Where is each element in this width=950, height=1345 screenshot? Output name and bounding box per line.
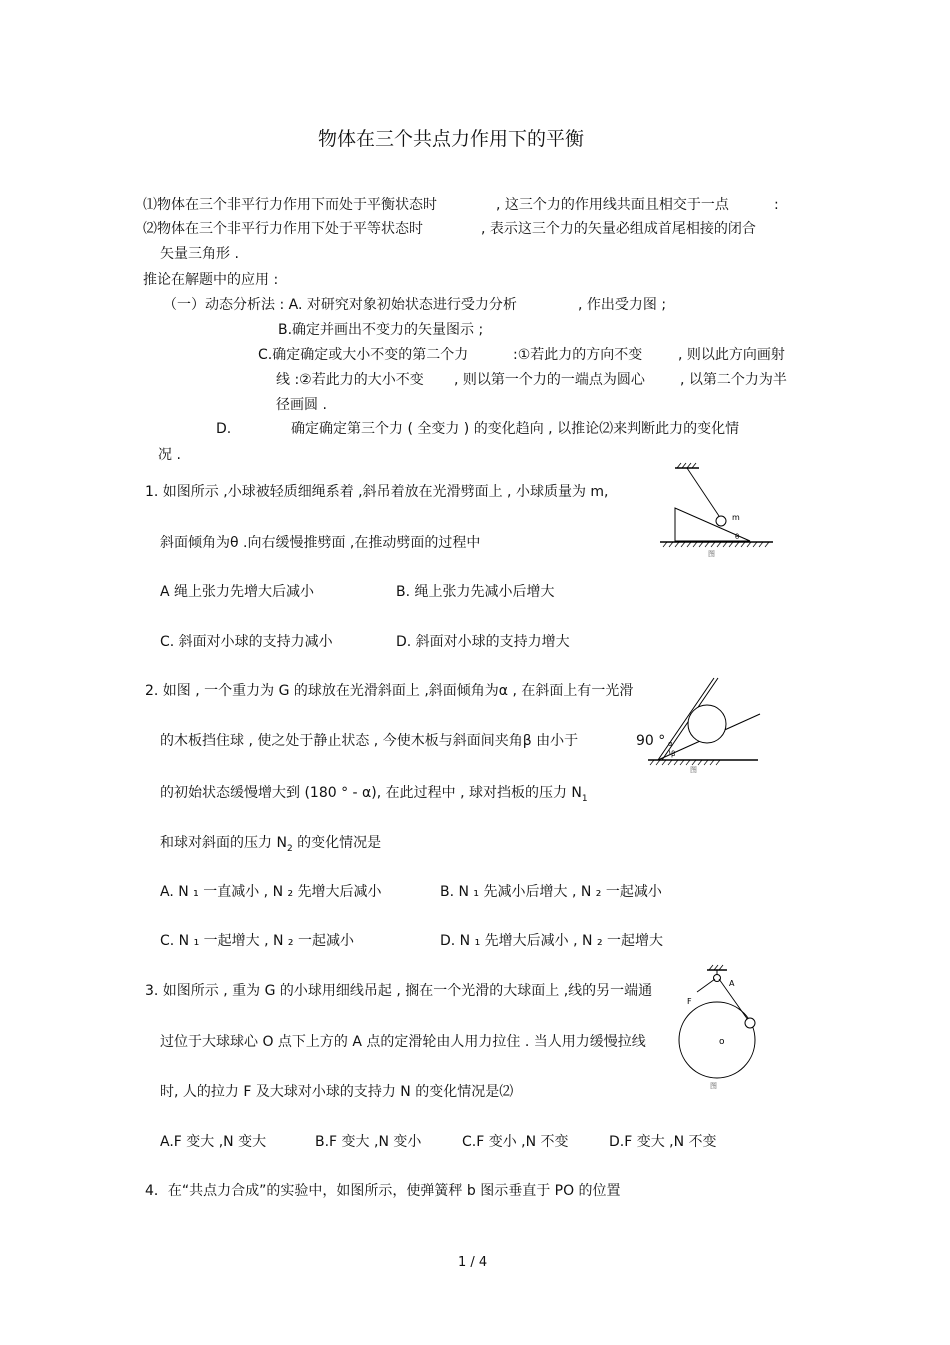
method-b: B.确定并画出不变力的矢量图示 ; — [278, 322, 484, 338]
method-d-text: 确定确定第三个力 ( 全变力 ) 的变化趋向 , 以推论⑵来判断此力的变化情 — [291, 421, 740, 437]
method-c2b: , 则以第一个力的一端点为圆心 — [454, 372, 645, 388]
page-title: 物体在三个共点力作用下的平衡 — [318, 128, 585, 150]
q1-fig-m-label: m — [732, 513, 740, 522]
q1-option-b: B. 绳上张力先减小后增大 — [396, 584, 555, 600]
intro-line-1a: ⑴物体在三个非平行力作用下而处于平衡状态时 — [143, 197, 437, 213]
method-d-label: D. — [216, 421, 232, 437]
q2-line-4-wrap — [160, 834, 381, 858]
q1-line-2: 斜面倾角为θ .向右缓慢推劈面 ,在推动劈面的过程中 — [160, 535, 481, 551]
q2-line-3-wrap — [160, 784, 588, 808]
q2-line-1: 2. 如图 , 一个重力为 G 的球放在光滑斜面上 ,斜面倾角为α , 在斜面上有一光滑 — [145, 683, 634, 699]
method-a: （一）动态分析法 : A. 对研究对象初始状态进行受力分析 — [163, 297, 517, 313]
q2-line-3: 的初始状态缓慢增大到 (180 ° - α), 在此过程中 , 球对挡板的压力 N — [160, 785, 582, 801]
intro-line-2a: ⑵物体在三个非平行力作用下处于平等状态时 — [143, 221, 423, 237]
q1-figure — [655, 460, 780, 560]
method-c1a: C.确定确定或大小不变的第二个力 — [258, 347, 469, 363]
q3-fig-f-label: F — [687, 997, 692, 1006]
q1-option-c: C. 斜面对小球的支持力减小 — [160, 634, 333, 650]
intro-line-1c: : — [774, 197, 779, 213]
q2-line-4: 和球对斜面的压力 N — [160, 835, 287, 851]
q2-fig-alpha-label: α — [668, 740, 673, 748]
method-heading: 推论在解题中的应用 : — [143, 272, 279, 288]
q2-option-d: D. N ₁ 先增大后减小 , N ₂ 一起增大 — [440, 933, 664, 949]
intro-line-3: 矢量三角形 . — [160, 246, 239, 262]
page-number: 1 / 4 — [458, 1255, 488, 1270]
q2-fig-caption: 图 — [690, 766, 697, 774]
q3-line-1: 3. 如图所示 , 重为 G 的小球用细线吊起 , 搁在一个光滑的大球面上 ,线的另一端通 — [145, 983, 653, 999]
q2-option-a: A. N ₁ 一直减小 , N ₂ 先增大后减小 — [160, 884, 382, 900]
q4-line-1: 4．在“共点力合成”的实验中，如图所示，使弹簧秤 b 图示垂直于 PO 的位置 — [145, 1183, 621, 1199]
q1-fig-caption: 图 — [708, 550, 715, 558]
q2-line-3-sub: 1 — [581, 793, 588, 804]
q1-option-a: A 绳上张力先增大后减小 — [160, 584, 315, 600]
q3-option-b: B.F 变大 ,N 变小 — [315, 1134, 422, 1150]
q3-line-2: 过位于大球球心 O 点下上方的 A 点的定滑轮由人用力拉住 . 当人用力缓慢拉线 — [160, 1034, 646, 1050]
q3-fig-a-label: A — [729, 979, 735, 988]
q3-fig-caption: 图 — [710, 1082, 717, 1090]
method-c1b: :①若此力的方向不变 — [513, 347, 643, 363]
q2-fig-beta-label: β — [671, 750, 676, 758]
method-c1c: , 则以此方向画射 — [678, 347, 785, 363]
q3-figure — [675, 962, 775, 1092]
intro-line-1b: , 这三个力的作用线共面且相交于一点 — [496, 197, 729, 213]
method-a-tail: , 作出受力图 ; — [578, 297, 667, 313]
q3-option-d: D.F 变大 ,N 不变 — [609, 1134, 717, 1150]
q2-option-c: C. N ₁ 一起增大 , N ₂ 一起减小 — [160, 933, 354, 949]
q3-option-c: C.F 变小 ,N 不变 — [462, 1134, 569, 1150]
q2-line-2b: 90 ° — [636, 733, 666, 749]
method-c3: 径画圆 . — [276, 397, 327, 413]
q1-option-d: D. 斜面对小球的支持力增大 — [396, 634, 570, 650]
q3-option-a: A.F 变大 ,N 变大 — [160, 1134, 267, 1150]
method-d-tail: 况 . — [158, 447, 181, 463]
q2-line-2: 的木板挡住球 , 使之处于静止状态 , 今使木板与斜面间夹角β 由小于 — [160, 733, 579, 749]
q2-figure — [640, 672, 765, 777]
q3-fig-o-label: o — [719, 1037, 725, 1047]
q2-line-4-sub: 2 — [286, 843, 293, 854]
intro-line-2b: , 表示这三个力的矢量必组成首尾相接的闭合 — [481, 221, 756, 237]
q2-option-b: B. N ₁ 先减小后增大 , N ₂ 一起减小 — [440, 884, 662, 900]
method-c2c: , 以第二个力为半 — [680, 372, 787, 388]
q2-line-4-tail: 的变化情况是 — [292, 835, 382, 851]
q1-fig-theta-label: θ — [735, 533, 740, 541]
q3-line-3: 时, 人的拉力 F 及大球对小球的支持力 N 的变化情况是⑵ — [160, 1084, 514, 1100]
method-c2a: 线 :②若此力的大小不变 — [276, 372, 424, 388]
q1-line-1: 1. 如图所示 ,小球被轻质细绳系着 ,斜吊着放在光滑劈面上 , 小球质量为 m, — [145, 484, 609, 500]
